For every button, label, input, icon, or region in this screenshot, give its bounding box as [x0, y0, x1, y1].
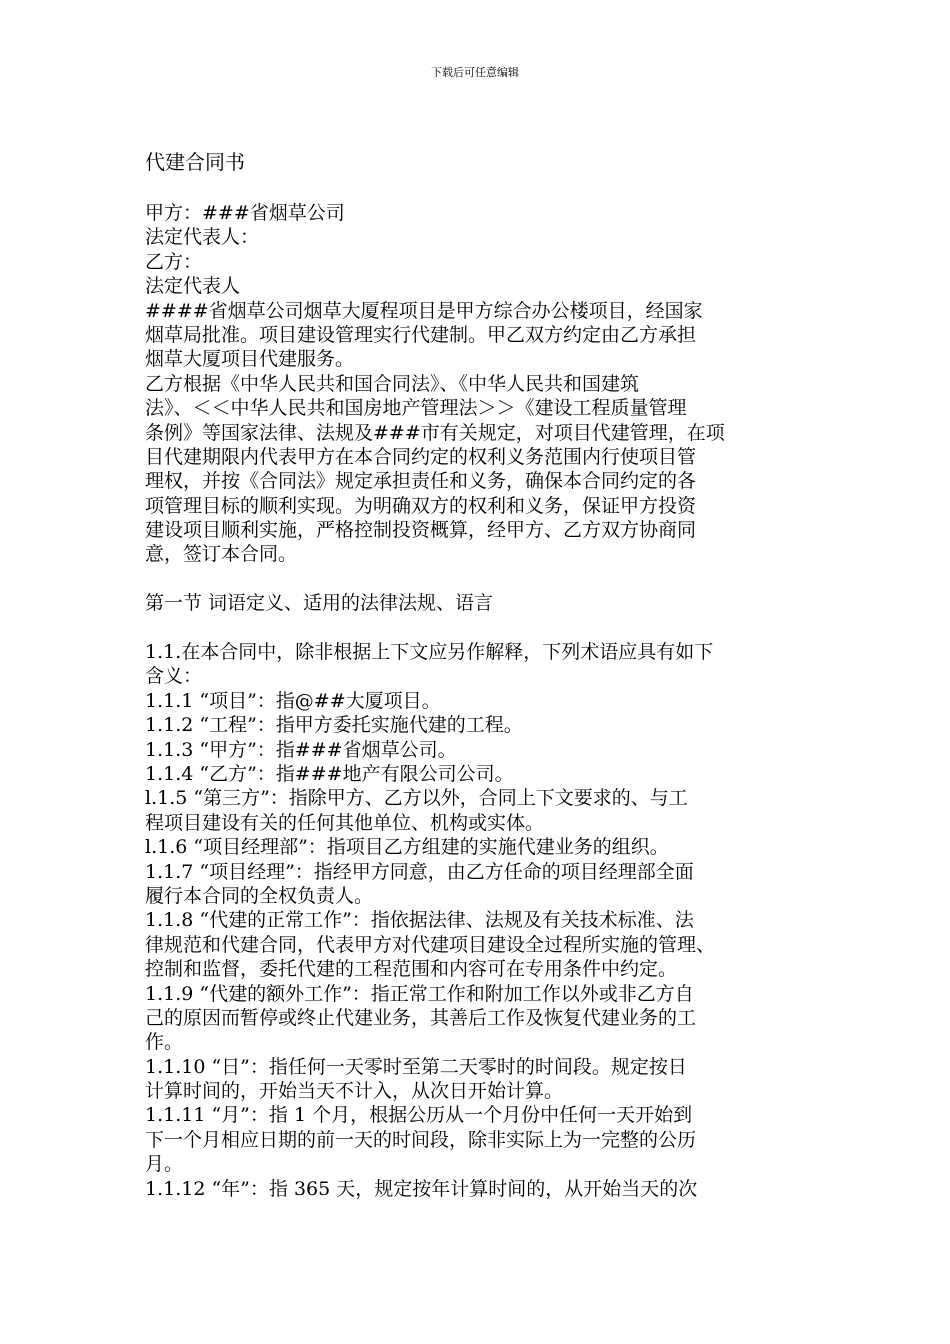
- text-line: 法定代表人: [145, 275, 241, 298]
- text-line: 甲方：###省烟草公司: [145, 202, 345, 224]
- text-line: 法定代表人：: [145, 226, 260, 249]
- definition-line: 控制和监督，委托代建的工程范围和内容可在专用条件中约定。: [145, 958, 678, 981]
- definition-line: 程项目建设有关的任何其他单位、机构或实体。: [145, 811, 545, 834]
- text-line: 意，签订本合同。: [145, 543, 298, 566]
- section-heading: 第一节 词语定义、适用的法律法规、语言: [145, 592, 494, 615]
- text-line: 乙方根据《中华人民共和国合同法》、《中华人民共和国建筑: [145, 372, 640, 395]
- text-line: ####省烟草公司烟草大厦程项目是甲方综合办公楼项目，经国家: [145, 299, 703, 322]
- text-line: 理权，并按《合同法》规定承担责任和义务，确保本合同约定的各: [145, 470, 697, 493]
- text-line: 乙方：: [145, 250, 203, 273]
- definition-line: 1.1.10 “日”：指任何一天零时至第二天零时的时间段。规定按日: [145, 1055, 687, 1078]
- text-line: 建设项目顺利实施，严格控制投资概算，经甲方、乙方双方协商同: [145, 519, 697, 542]
- definition-line: 律规范和代建合同，代表甲方对代建项目建设全过程所实施的管理、: [145, 933, 716, 956]
- text-line: 条例》等国家法律、法规及###市有关规定，对项目代建管理，在项: [145, 421, 725, 444]
- text-line: 项管理目标的顺利实现。为明确双方的权利和义务，保证甲方投资: [145, 494, 697, 517]
- text-line: 烟草大厦项目代建服务。: [145, 348, 355, 371]
- text-line: 烟草局批准。项目建设管理实行代建制。甲乙双方约定由乙方承担: [145, 323, 697, 346]
- definition-line: 1.1.8 “代建的正常工作”：指依据法律、法规及有关技术标准、法: [145, 909, 694, 932]
- text-line: 1.1.在本合同中，除非根据上下文应另作解释，下列术语应具有如下: [145, 641, 714, 664]
- definition-line: 1.1.1 “项目”：指@##大厦项目。: [145, 689, 441, 712]
- definition-line: 计算时间的，开始当天不计入，从次日开始计算。: [145, 1080, 564, 1103]
- text-line: 含义：: [145, 665, 203, 688]
- document-body: [145, 201, 825, 1201]
- definition-line: l.1.5 “第三方”：指除甲方、乙方以外，合同上下文要求的、与工: [145, 787, 688, 810]
- document-title: 代建合同书: [145, 150, 245, 174]
- blank-line: [145, 616, 825, 640]
- blank-line: [145, 567, 825, 591]
- definition-line: 履行本合同的全权负责人。: [145, 884, 374, 907]
- definition-line: 1.1.2 “工程”：指甲方委托实施代建的工程。: [145, 714, 523, 737]
- definition-line: 1.1.12 “年”：指 365 天，规定按年计算时间的，从开始当天的次: [145, 1177, 698, 1200]
- text-line: 法》、＜＜中华人民共和国房地产管理法＞＞《建设工程质量管理: [145, 397, 687, 420]
- page-header: 下载后可任意编辑: [431, 66, 519, 79]
- definition-line: 1.1.7 “项目经理”：指经甲方同意，由乙方任命的项目经理部全面: [145, 860, 694, 883]
- definition-line: 1.1.9 “代建的额外工作”：指正常工作和附加工作以外或非乙方自: [145, 982, 694, 1005]
- definition-line: 己的原因而暂停或终止代建业务，其善后工作及恢复代建业务的工: [145, 1006, 697, 1029]
- text-line: 目代建期限内代表甲方在本合同约定的权利义务范围内行使项目管: [145, 445, 697, 468]
- definition-line: 月。: [145, 1153, 184, 1176]
- definition-line: 作。: [145, 1031, 184, 1054]
- definition-line: l.1.6 “项目经理部”：指项目乙方组建的实施代建业务的组织。: [145, 836, 669, 859]
- definition-line: 下一个月相应日期的前一天的时间段，除非实际上为一完整的公历: [145, 1128, 697, 1151]
- definition-line: 1.1.4 “乙方”：指###地产有限公司公司。: [145, 762, 514, 785]
- definition-line: 1.1.11 “月”：指 1 个月，根据公历从一个月份中任何一天开始到: [145, 1104, 693, 1127]
- definition-line: 1.1.3 “甲方”：指###省烟草公司。: [145, 738, 457, 761]
